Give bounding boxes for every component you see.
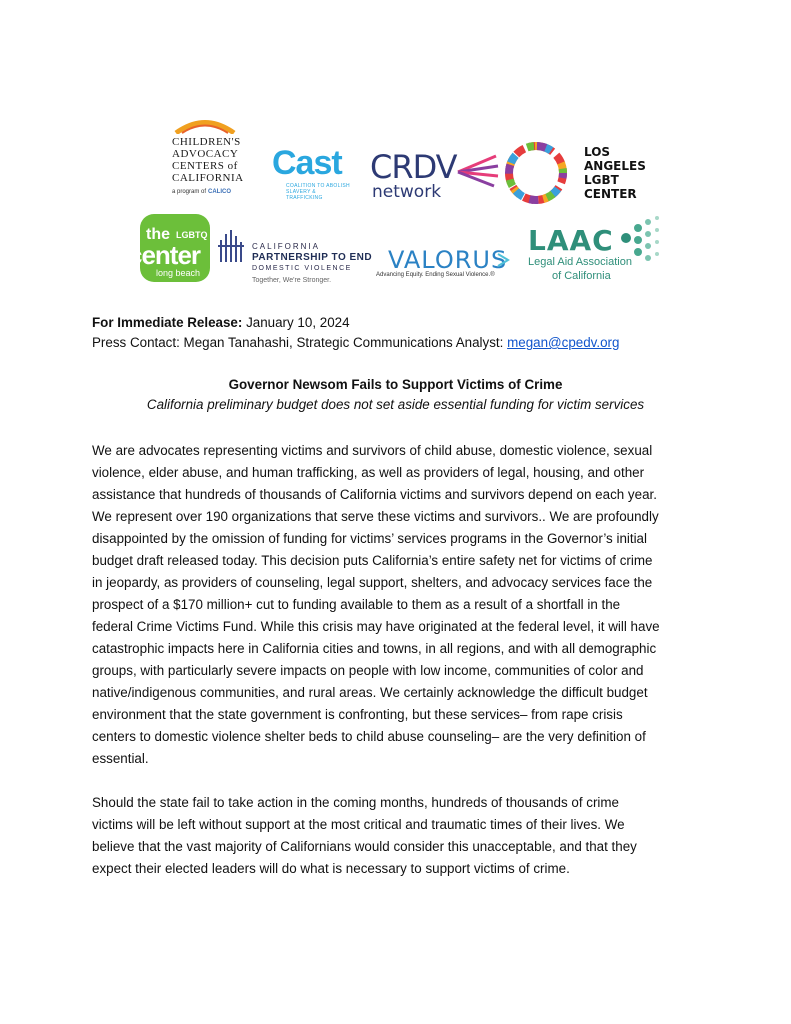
crdv-network: network [372, 182, 442, 202]
p2-line: expect their elected leaders will do what is necessary to support victims of crime. [92, 861, 570, 876]
lb-center-logo [128, 214, 210, 282]
release-date: January 10, 2024 [246, 315, 350, 330]
cacc-logo [168, 118, 244, 202]
p1-line: budget draft released today. This decision puts California’s entire safety net for victims of crime [92, 553, 653, 568]
cacc-arc-icon [174, 118, 236, 134]
p1-line: essential. [92, 751, 149, 766]
p2-line: Should the state fail to take action in the coming months, hundreds of thousands of crime [92, 795, 620, 810]
cpedv-tagline: Together, We're Stronger. [252, 277, 332, 284]
cpedv-bars-icon [218, 230, 244, 264]
crdv-rays-icon [456, 150, 500, 190]
cpedv-sub: DOMESTIC VIOLENCE [252, 265, 352, 272]
p1-line: We represent over 190 organizations that serve these victims and survivors.. We are profoundly [92, 509, 659, 524]
cast-logo [272, 144, 352, 201]
lb-center-word: center [128, 240, 201, 270]
p1-line: federal Crime Victims Fund. While this crisis may have originated at the federal level, it will have [92, 619, 660, 634]
release-label: For Immediate Release: [92, 315, 243, 330]
laac-sub-1: Legal Aid Association [528, 256, 632, 268]
p2-line: believe that the vast majority of Californians would consider this unacceptable, and that they [92, 839, 637, 854]
valorus-name: VALORUS [388, 246, 508, 274]
p1-line: disappointed by the omission of funding for victims’ services programs in the Governor’s initial [92, 531, 647, 546]
lb-the: the [146, 226, 170, 243]
la-line-4: CENTER [584, 187, 637, 201]
p1-line: assistance that hundreds of thousands of California victims and survivors depend on each year. [92, 487, 657, 502]
cast-sub-2: SLAVERY & TRAFFICKING [286, 189, 323, 201]
valorus-sub: Advancing Equity. Ending Sexual Violence.® [376, 272, 495, 278]
cacc-line-3: CENTERS of [172, 160, 238, 172]
cpedv-main: PARTNERSHIP TO END [252, 252, 373, 263]
valorus-arrow-icon [496, 252, 510, 268]
p1-line: We are advocates representing victims and survivors of child abuse, domestic violence, sexual [92, 443, 653, 458]
subheadline: California preliminary budget does not set aside essential funding for victim services [146, 397, 645, 412]
p1-line: in jeopardy, as providers of counseling, legal support, shelters, and advocacy services face the [92, 575, 653, 590]
release-line [92, 314, 350, 331]
laac-name: LAAC [528, 224, 614, 257]
p1-line: native/indigenous communities, and rural areas. We certainly acknowledge the difficult budget [92, 685, 648, 700]
contact-line [92, 334, 619, 351]
la-line-2: ANGELES [584, 159, 646, 173]
la-lgbt-logo [500, 138, 646, 208]
la-line-3: LGBT [584, 173, 619, 187]
cast-sub-1: COALITION TO ABOLISH [286, 183, 350, 189]
p2-line: victims will be left without support at the most critical and traumatic times of their lives. We [92, 817, 625, 832]
laac-sub-2: of California [552, 270, 611, 282]
crdv-name: CRDV [370, 148, 457, 186]
rainbow-circle-icon [500, 138, 572, 208]
cpedv-logo [218, 230, 378, 290]
cacc-line-2: ADVOCACY [172, 148, 239, 160]
lb-sub: long beach [156, 268, 201, 278]
contact-email-link[interactable]: megan@cpedv.org [507, 335, 620, 350]
p1-line: violence, elder abuse, and human trafficking, as well as providers of legal, housing, and other [92, 465, 645, 480]
calico-brand: CALICO [208, 189, 231, 195]
cacc-line-4: CALIFORNIA [172, 172, 244, 184]
p1-line: centers to domestic violence shelter beds to child abuse counseling– are the very definition of [92, 729, 646, 744]
p1-line: prospect of a $170 million+ cut to funding available to them as a result of a shortfall in the [92, 597, 621, 612]
p1-line: environment that the state government is confronting, but these services– from rape crisis [92, 707, 623, 722]
cacc-sub: a program of [172, 189, 207, 195]
cast-name: Cast [272, 144, 342, 182]
contact-prefix: Press Contact: Megan Tanahashi, Strategic Communications Analyst: [92, 335, 504, 350]
valorus-logo [376, 246, 526, 282]
p1-line: groups, with particularly severe impacts on people with low income, communities of color and [92, 663, 644, 678]
cpedv-top: CALIFORNIA [252, 242, 321, 251]
cacc-line-1: CHILDREN'S [172, 136, 241, 148]
la-line-1: LOS [584, 145, 611, 159]
lb-lgbtq: LGBTQ [176, 230, 208, 240]
crdv-logo [370, 148, 500, 204]
headline: Governor Newsom Fails to Support Victims of Crime [228, 377, 563, 392]
laac-logo [528, 214, 668, 288]
p1-line: catastrophic impacts here in California cities and towns, in all regions, and with all demographic [92, 641, 657, 656]
